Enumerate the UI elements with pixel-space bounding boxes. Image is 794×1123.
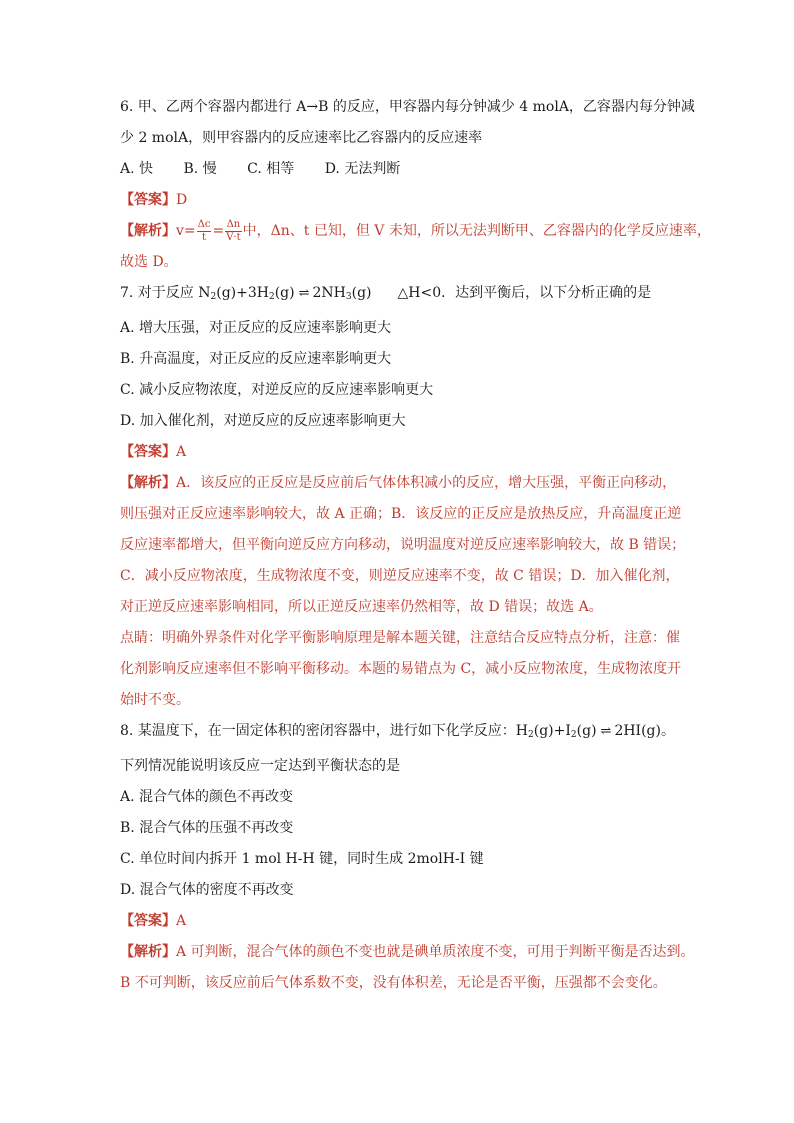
q7-stem-text: 2NH xyxy=(312,285,346,301)
q7-option-b: B. 升高温度，对正反应的反应速率影响更大 xyxy=(120,351,392,367)
q7-stem xyxy=(120,278,680,313)
q6-option-a: A. 快 xyxy=(120,161,154,177)
subscript: 3 xyxy=(345,292,352,302)
q8-stem-line1 xyxy=(120,716,680,751)
q6-stem-line2: 少 2 molA，则甲容器内的反应速率比乙容器内的反应速率 xyxy=(120,130,483,146)
analysis-label: 【解析】 xyxy=(120,944,176,960)
q8-analysis-line1 xyxy=(120,937,695,968)
q8-option-a: A. 混合气体的颜色不再改变 xyxy=(120,789,294,805)
answer-label: 【答案】 xyxy=(120,444,176,460)
answer-label: 【答案】 xyxy=(120,913,176,929)
fraction-denominator: t xyxy=(202,231,207,243)
q6-option-b: B. 慢 xyxy=(183,161,217,177)
subscript: 2 xyxy=(570,730,577,740)
answer-value: A xyxy=(176,913,187,929)
analysis-text: 中，Δn、t 已知，但 V 未知，所以无法判断甲、乙容器内的化学反应速率， xyxy=(242,223,711,239)
q7-stem-text: 7. 对于反应 N xyxy=(120,285,211,301)
formula-equals: = xyxy=(212,223,225,239)
q7-option-d: D. 加入催化剂，对逆反应的反应速率影响更大 xyxy=(120,413,406,429)
q7-stem-text: △H<0．达到平衡后，以下分析正确的是 xyxy=(397,285,652,301)
q7-stem-text: (g) xyxy=(351,285,372,301)
formula-prefix: v= xyxy=(176,223,196,239)
q6-stem-line1: 6. 甲、乙两个容器内都进行 A→B 的反应，甲容器内每分钟减少 4 molA，乙容器内每分钟减 xyxy=(120,99,695,115)
answer-value: D xyxy=(176,192,188,208)
q6-options xyxy=(120,154,680,185)
q7-analysis-line1 xyxy=(120,468,680,499)
q6-option-d: D. 无法判断 xyxy=(324,161,401,177)
analysis-text: A．该反应的正反应是反应前后气体体积减小的反应，增大压强，平衡正向移动， xyxy=(176,475,677,491)
q8-analysis-line2: B 不可判断，该反应前后气体系数不变，没有体积差，无论是否平衡，压强都不会变化。 xyxy=(120,975,667,991)
fraction-denominator: V·t xyxy=(226,231,241,243)
subscript: 2 xyxy=(210,292,217,302)
q8-option-c: C. 单位时间内拆开 1 mol H-H 键，同时生成 2molH-I 键 xyxy=(120,851,484,867)
q8-option-b: B. 混合气体的压强不再改变 xyxy=(120,820,294,836)
q8-stem-text: 2HI(g)。 xyxy=(614,723,675,739)
q8-option-d: D. 混合气体的密度不再改变 xyxy=(120,882,294,898)
q8-stem-text: (g) xyxy=(576,723,597,739)
q7-analysis-line5: 对正逆反应速率影响相同，所以正逆反应速率仍然相等，故 D 错误；故选 A。 xyxy=(120,599,603,615)
q7-stem-text: (g)+3H xyxy=(216,285,269,301)
subscript: 2 xyxy=(268,292,275,302)
subscript: 2 xyxy=(528,730,534,740)
equilibrium-arrow-icon: ⇌ xyxy=(600,724,611,739)
q6-analysis-line2: 故选 D。 xyxy=(120,254,178,270)
q8-stem-line2: 下列情况能说明该反应一定达到平衡状态的是 xyxy=(120,758,400,774)
q6-answer xyxy=(120,185,680,216)
fraction-numerator: Δn xyxy=(226,218,241,230)
fraction-numerator: Δc xyxy=(197,218,211,230)
q7-tip-line2: 化剂影响反应速率但不影响平衡移动。本题的易错点为 C，减小反应物浓度，生成物浓度开 xyxy=(120,661,682,677)
answer-value: A xyxy=(176,444,187,460)
equilibrium-arrow-icon: ⇌ xyxy=(298,286,309,301)
analysis-label: 【解析】 xyxy=(120,223,176,239)
q6-analysis-line1 xyxy=(120,216,711,247)
q8-answer xyxy=(120,906,680,937)
q8-stem-text: 8. 某温度下，在一固定体积的密闭容器中，进行如下化学反应：H xyxy=(120,723,529,739)
q7-option-c: C. 减小反应物浓度，对逆反应的反应速率影响更大 xyxy=(120,382,434,398)
q7-tip-line3: 始时不变。 xyxy=(120,692,190,708)
q7-analysis-line3: 反应速率都增大，但平衡向逆反应方向移动，说明温度对逆反应速率影响较大，故 B 错误； xyxy=(120,537,686,553)
q7-stem-text: (g) xyxy=(274,285,295,301)
fraction-dn-vt xyxy=(225,219,241,244)
q7-answer xyxy=(120,437,680,468)
q7-option-a: A. 增大压强，对正反应的反应速率影响更大 xyxy=(120,320,392,336)
analysis-text: A 可判断，混合气体的颜色不变也就是碘单质浓度不变，可用于判断平衡是否达到。 xyxy=(176,944,695,960)
q7-analysis-line4: C．减小反应物浓度，生成物浓度不变，则逆反应速率不变，故 C 错误；D．加入催化剂， xyxy=(120,568,680,584)
q7-analysis-line2: 则压强对正反应速率影响较大，故 A 正确；B．该反应的正反应是放热反应，升高温度正逆 xyxy=(120,506,682,522)
fraction-dc-t xyxy=(197,219,212,244)
answer-label: 【答案】 xyxy=(120,192,176,208)
q6-option-c: C. 相等 xyxy=(247,161,295,177)
analysis-label: 【解析】 xyxy=(120,475,176,491)
q7-tip-line1: 点睛：明确外界条件对化学平衡影响原理是解本题关键，注意结合反应特点分析，注意：催 xyxy=(120,630,680,646)
q8-stem-text: (g)+I xyxy=(533,723,571,739)
document-page xyxy=(120,92,711,999)
